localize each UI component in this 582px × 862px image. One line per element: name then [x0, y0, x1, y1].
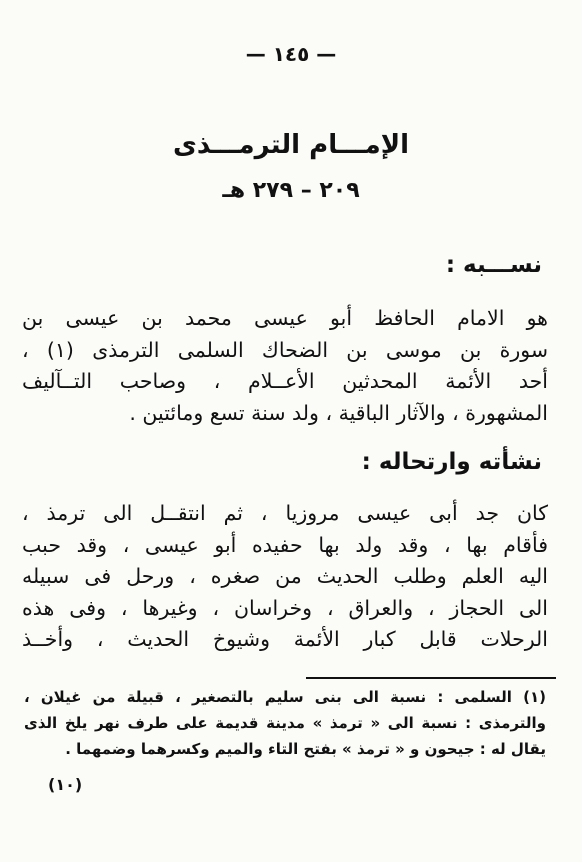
paragraph-upbringing	[22, 498, 548, 656]
section-heading-upbringing: نشأته وارتحاله :	[361, 449, 542, 475]
paragraph-line: هو الامام الحافظ أبو عيسى محمد بن عيسى بن	[22, 306, 548, 330]
paragraph-lineage	[22, 303, 548, 429]
paragraph-line: كان جد أبى عيسى مروزيا ، ثم انتقــل الى ترمذ ،	[22, 501, 548, 525]
footnote-line: والترمذى : نسبة الى « ترمذ » مدينة قديمة على طرف نهر يلخ الذى	[24, 714, 546, 732]
footnotes	[24, 684, 546, 762]
paragraph-line: سورة بن موسى بن الضحاك السلمى الترمذى (١) ،	[22, 337, 549, 362]
chapter-dates: ٢٠٩ – ٢٧٩ هـ	[222, 178, 360, 203]
paragraph-line: أحد الأئمة المحدثين الأعــلام ، وصاحب التــآليف	[22, 369, 548, 393]
paragraph-line: اليه العلم وطلب الحديث من صغره ، ورحل فى سبيله	[22, 564, 548, 588]
chapter-title: الإمـــام الترمـــذى	[173, 130, 409, 160]
page-number: — ١٤٥ —	[245, 42, 337, 66]
paragraph-line: فأقام بها ، وقد ولد بها حفيده أبو عيسى ، وقد حبب	[22, 532, 548, 557]
paragraph-line: المشهورة ، والآثار الباقية ، ولد سنة تسع ومائتين .	[129, 400, 548, 425]
paragraph-line: الى الحجاز ، والعراق ، وخراسان ، وغيرها ، وفى هذه	[22, 595, 548, 620]
section-heading-lineage: نســـبه :	[445, 252, 542, 278]
footnote-line: (١) السلمى : نسبة الى بنى سليم بالتصغير ، قبيلة من غيلان ،	[24, 688, 546, 706]
signature-mark: (١٠)	[48, 775, 83, 794]
footnote-divider	[306, 677, 556, 679]
paragraph-line: الرحلات قابل كبار الأئمة وشيوخ الحديث ، وأخــذ	[22, 627, 548, 651]
footnote-line: يقال له : جيحون و « ترمذ » بفتح التاء والميم وكسرهما وضمهما .	[65, 740, 546, 758]
